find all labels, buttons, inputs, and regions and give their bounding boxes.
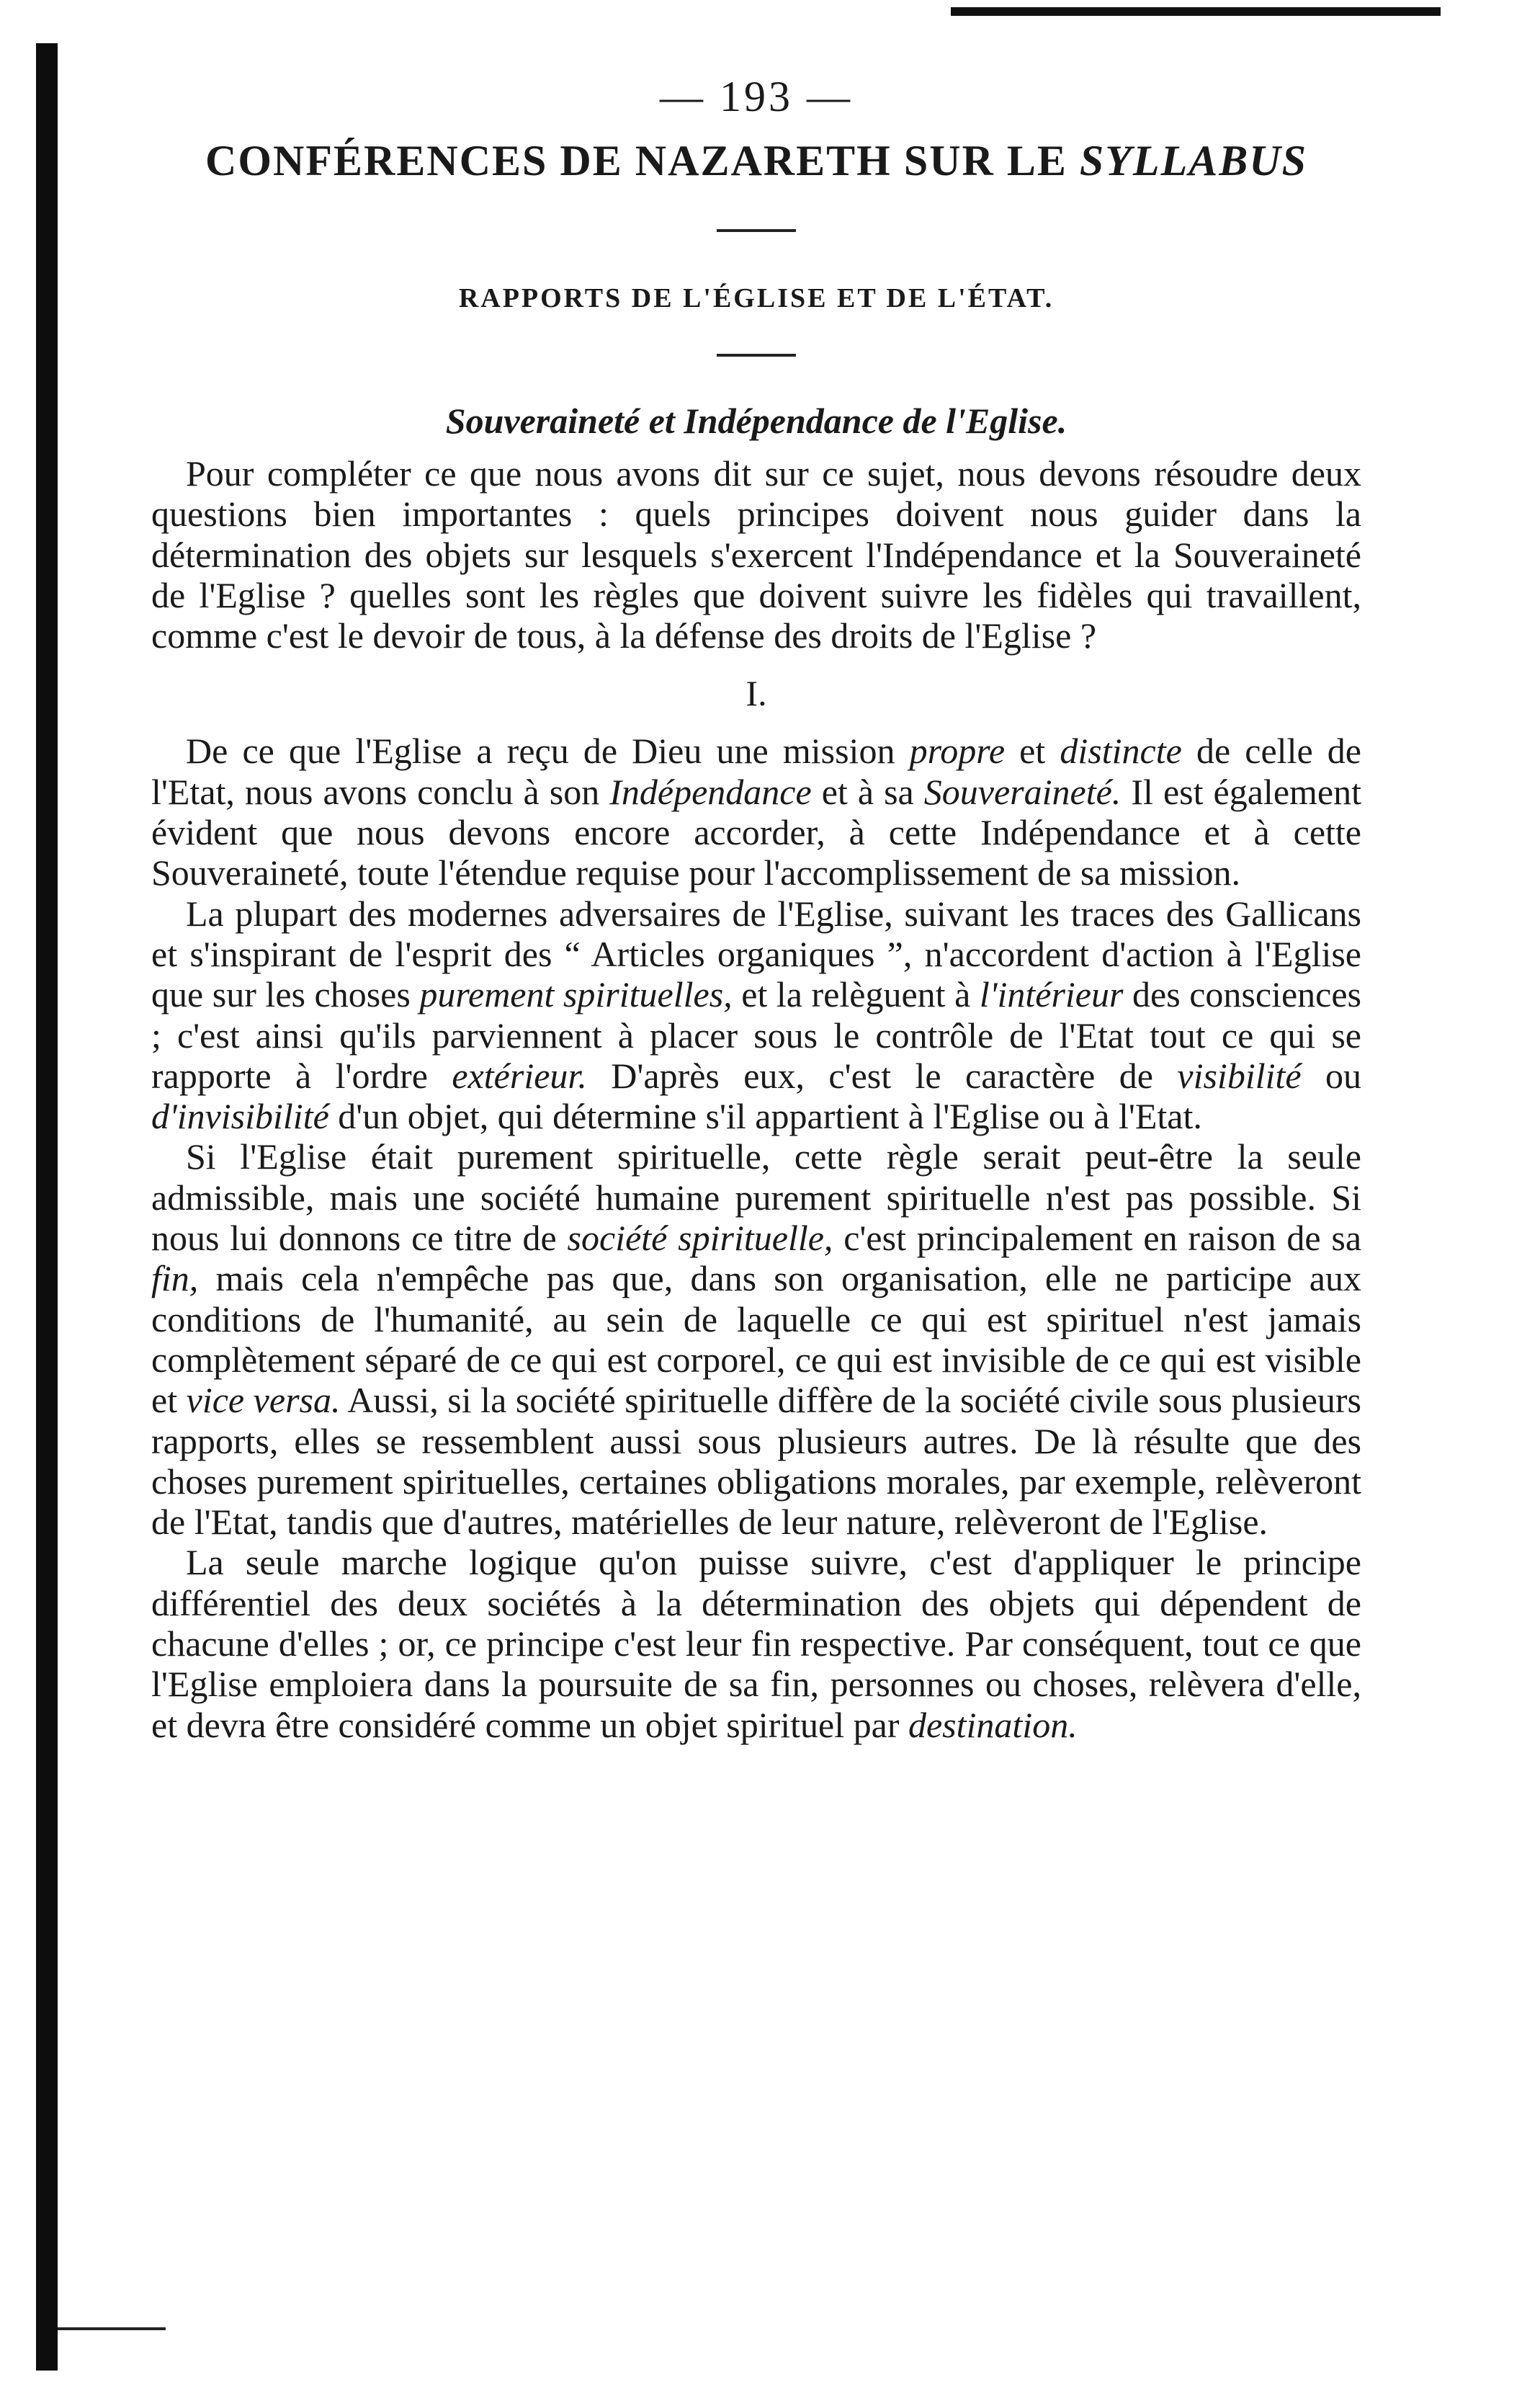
scan-binding-foot <box>58 2327 166 2330</box>
paragraph-intro: Pour compléter ce que nous avons dit sur ce sujet, nous devons résoudre deux questions bien importantes : quels principes doivent nous guider dans la détermination des objets sur lesquels s'exercent l'Indépendance et la Souveraineté de l'Eglise ? quelles sont les règles que doivent suivre les fidèles qui travaillent, comme c'est le devoir de tous, à la défense des droits de l'Eglise ? <box>151 453 1361 656</box>
text-run: ou <box>1301 1055 1362 1096</box>
text-run: et la relèguent à <box>732 974 980 1015</box>
text-run-italic: extérieur. <box>452 1055 587 1096</box>
paragraph-principle <box>151 1542 1361 1744</box>
text-run: Si l'Eglise était purement spirituelle, cette règle serait peut-être la seule admissible, mais une société humaine purement spirituelle n'est pas possible. Si nous lui donnons ce titre de <box>151 1136 1361 1259</box>
text-run-italic: société spirituelle, <box>567 1218 833 1259</box>
text-run-italic: vice versa. <box>186 1380 341 1421</box>
text-run-italic: destination. <box>908 1704 1078 1745</box>
section-numeral: I. <box>746 673 767 714</box>
scan-top-edge <box>951 7 1441 16</box>
text-run: c'est principalement en raison de sa <box>833 1218 1362 1259</box>
paragraph-spiritual-society <box>151 1136 1361 1542</box>
text-run-italic: visibilité <box>1177 1055 1302 1096</box>
running-title <box>151 136 1361 186</box>
text-run: Il est également évident que nous devons encore accorder, à cette Indépendance et à cette Souveraineté, toute l'étendue requise pour l'accomplissement de sa mission. <box>151 771 1361 893</box>
scan-binding-edge <box>36 43 58 2371</box>
text-run: d'un objet, qui détermine s'il appartient à l'Eglise ou à l'Etat. <box>328 1096 1202 1137</box>
text-run-italic: l'intérieur <box>979 974 1124 1015</box>
text-run-italic: purement spirituelles, <box>419 974 733 1015</box>
running-title-syllabus: SYLLABUS <box>1079 137 1307 184</box>
text-run: La plupart des modernes adversaires de l'Eglise, suivant les traces des Gallicans et s'inspirant de l'esprit des “ Articles organiques ”, n'accordent d'action à l'Eglise que sur les choses <box>151 893 1361 1015</box>
chapter-title: RAPPORTS DE L'ÉGLISE ET DE L'ÉTAT. <box>458 283 1055 313</box>
text-run: et à sa <box>811 771 924 812</box>
text-run: Aussi, si la société spirituelle diffère de la société civile sous plusieurs rapports, elles se ressemblent aussi sous plusieurs autres. De là résulte que des choses purement spirituelles, certaines obligations morales, par exemple, relèveront de l'Etat, tandis que d'autres, matérielles de leur nature, relèveront de l'Eglise. <box>151 1380 1362 1543</box>
divider-rule <box>717 229 796 232</box>
text-run-italic: propre <box>909 731 1006 772</box>
text-run: de celle de l'Etat, nous avons conclu à son <box>151 731 1361 812</box>
text-run-italic: d'invisibilité <box>151 1096 329 1137</box>
text-run: des consciences ; c'est ainsi qu'ils parviennent à placer sous le contrôle de l'Etat tout ce qui se rapporte à l'ordre <box>151 974 1362 1096</box>
text-run: mais cela n'empêche pas que, dans son organisation, elle ne participe aux conditions de l'humanité, au sein de laquelle ce qui est spirituel n'est jamais complètement séparé de ce qui est corporel, ce qui est invisible de ce qui est visible et <box>151 1258 1361 1421</box>
text-run-italic: Souveraineté. <box>923 771 1122 812</box>
document-page <box>151 72 1361 1745</box>
paragraph-adversaries <box>151 893 1361 1137</box>
text-run-italic: Indépendance <box>609 771 812 812</box>
running-title-main: CONFÉRENCES DE NAZARETH SUR LE <box>205 137 1067 184</box>
divider-rule <box>717 354 796 357</box>
text-run-italic: distincte <box>1060 731 1182 772</box>
text-run: La seule marche logique qu'on puisse suivre, c'est d'appliquer le principe différentiel des deux sociétés à la détermination des objets qui dépendent de chacune d'elles ; or, ce principe c'est leur fin respective. Par conséquent, tout ce que l'Eglise emploiera dans la poursuite de sa fin, personnes ou choses, relèvera d'elle, et devra être considéré comme un objet spirituel par <box>151 1542 1361 1745</box>
text-run: et <box>1005 731 1060 772</box>
text-run-italic: fin, <box>151 1258 199 1299</box>
paragraph-mission <box>151 731 1361 893</box>
text-run: De ce que l'Eglise a reçu de Dieu une mission <box>186 731 910 772</box>
text-run: D'après eux, c'est le caractère de <box>586 1055 1178 1096</box>
page-number: — 193 — <box>660 73 853 120</box>
section-title: Souveraineté et Indépendance de l'Eglise. <box>445 401 1067 441</box>
